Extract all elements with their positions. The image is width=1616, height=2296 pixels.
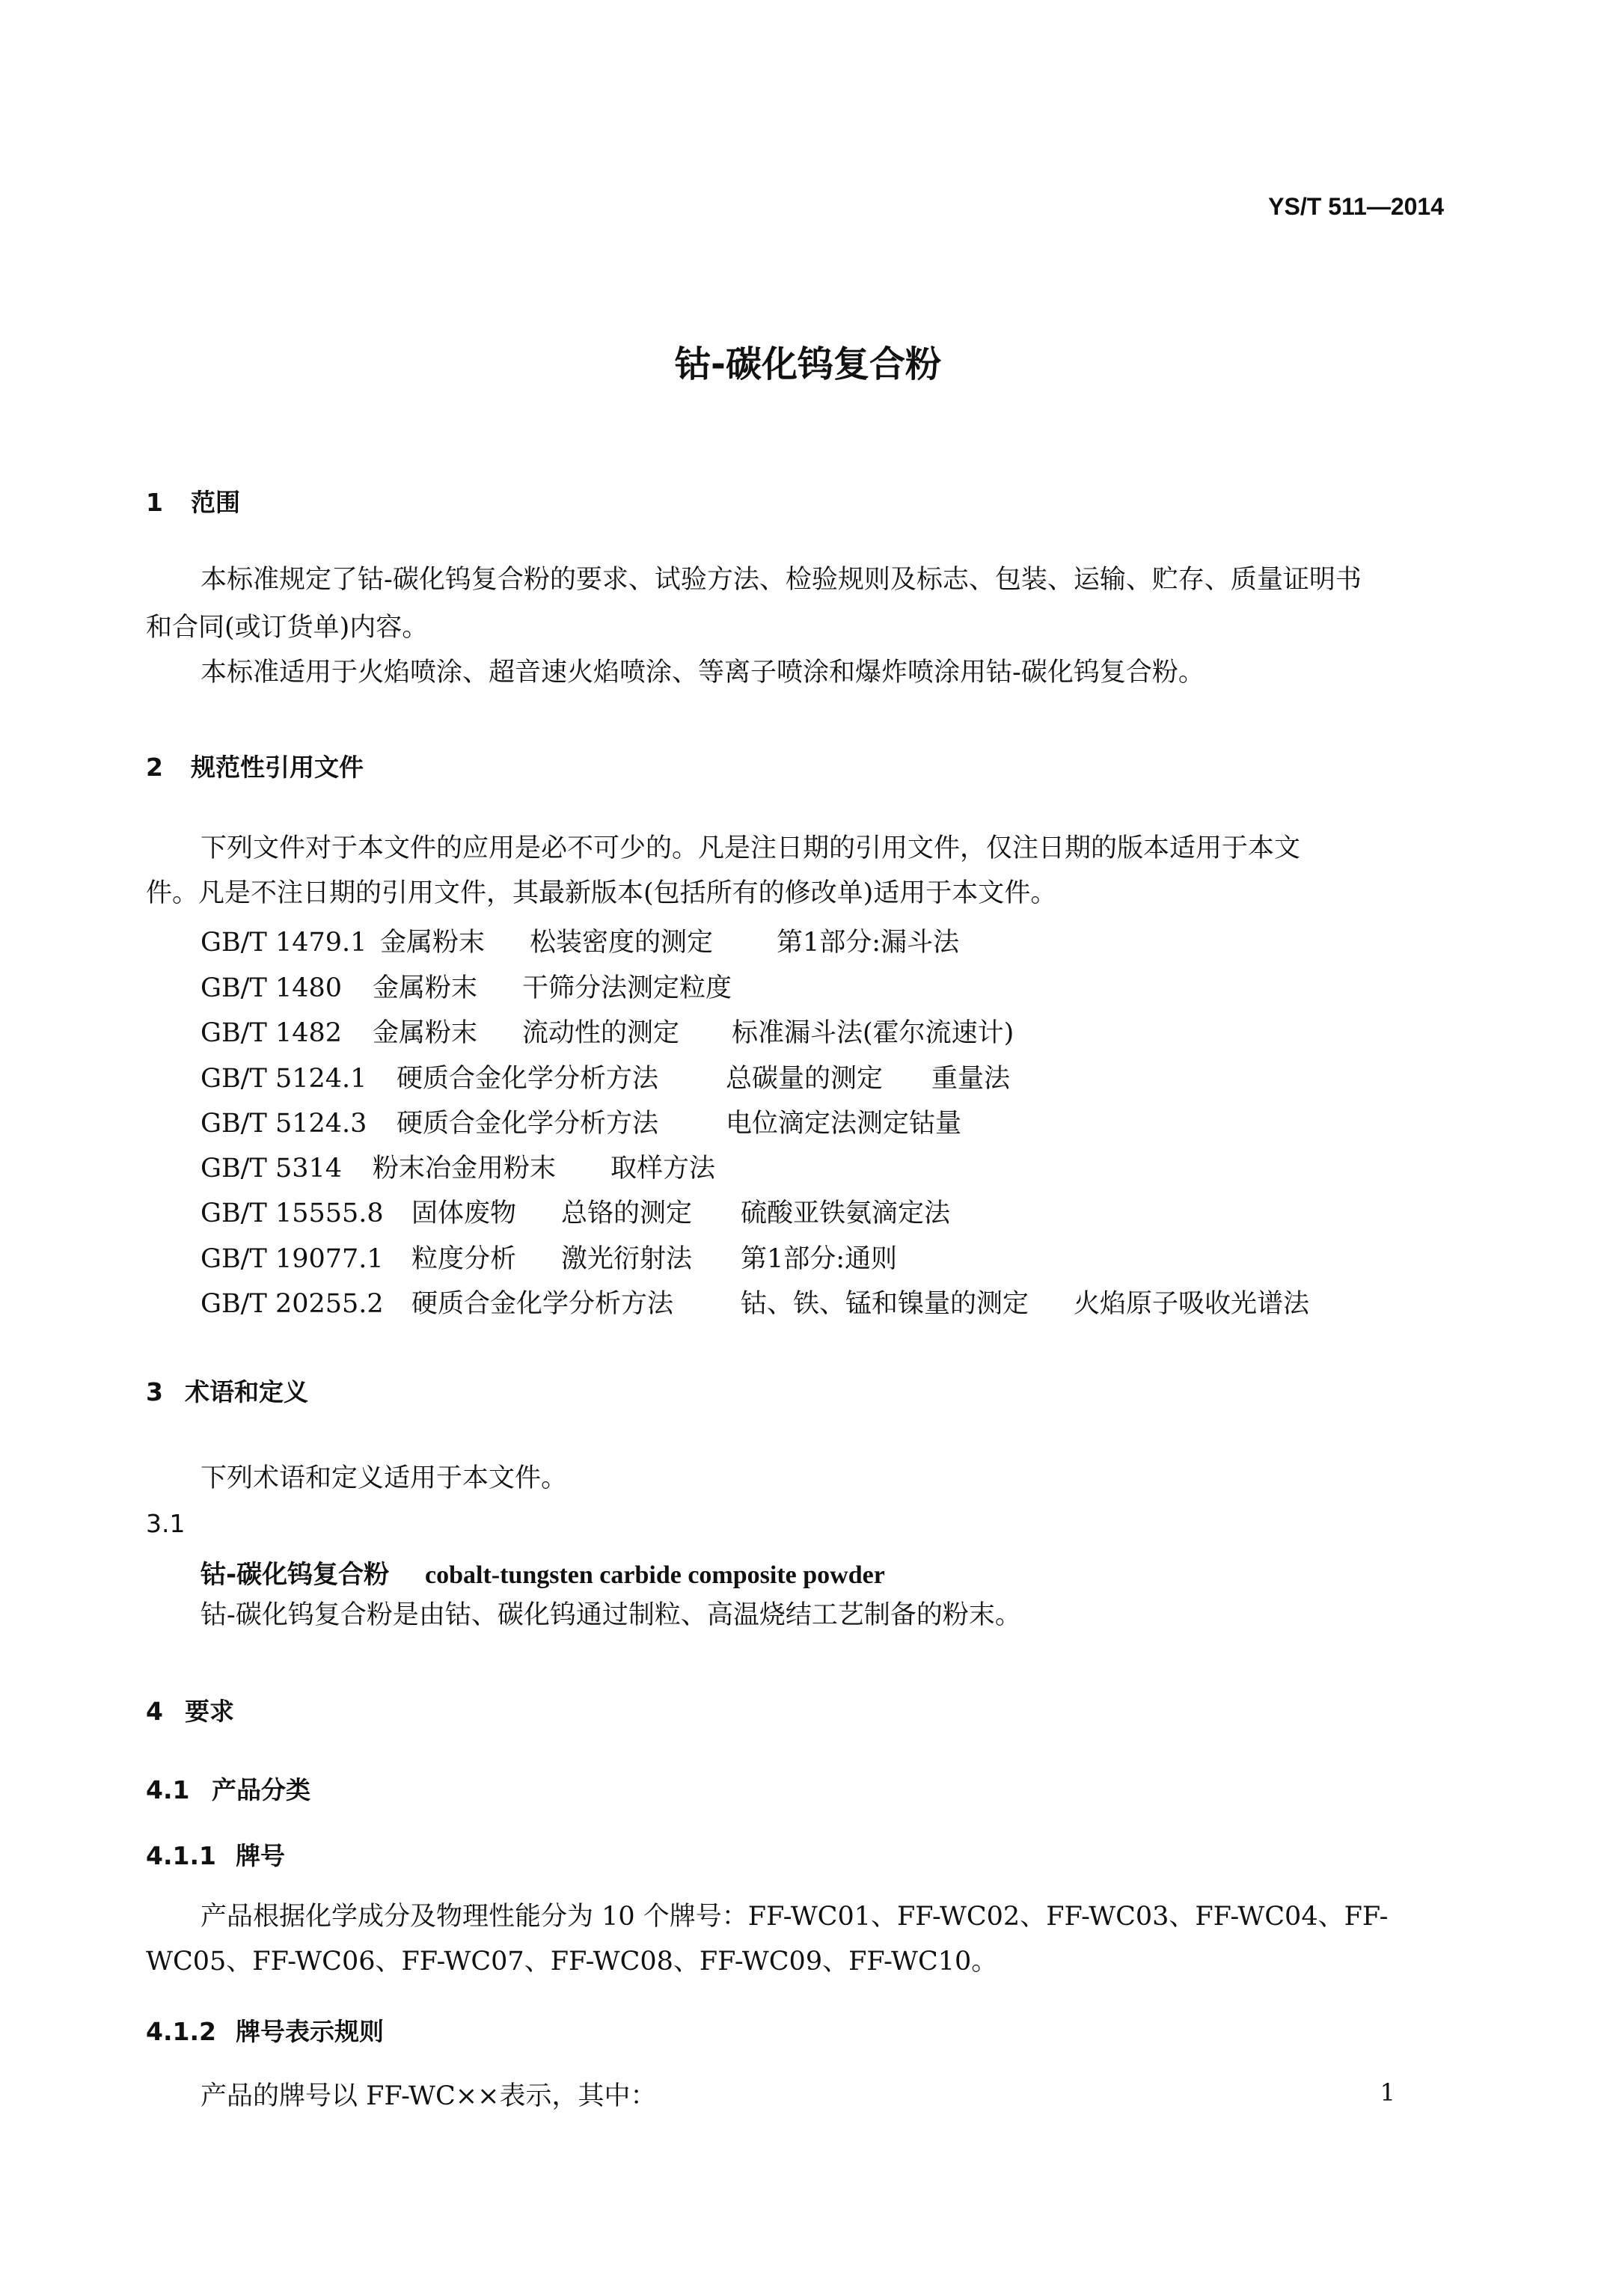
reference-part: 硫酸亚铁氨滴定法 [741,1198,951,1228]
reference-part: 激光衍射法 [561,1244,693,1274]
reference-part: 钴、铁、锰和镍量的测定 [741,1289,1029,1319]
section-number: 2 [146,753,163,782]
reference-part: 粒度分析 [411,1244,517,1274]
reference-part: 金属粉末 [373,973,478,1003]
reference-part: 第1部分:漏斗法 [777,928,960,958]
reference-part: 重量法 [931,1064,1011,1094]
section-number: 4 [146,1697,163,1726]
reference-part: 干筛分法测定粒度 [522,973,732,1003]
reference-part: 取样方法 [610,1154,716,1184]
reference-code: GB/T 5314 [201,1154,343,1184]
reference-part: 粉末冶金用粉末 [373,1154,557,1184]
subsection-3-1-number: 3.1 [146,1509,186,1538]
reference-part: 硬质合金化学分析方法 [411,1289,674,1319]
section-title: 要求 [185,1697,234,1726]
reference-item [201,1238,897,1276]
section-1-heading [146,483,240,518]
section-3-heading [146,1373,308,1408]
section-3-paragraph-1: 下列术语和定义适用于本文件。 [201,1463,568,1493]
section-2-heading [146,748,364,783]
section-title: 范围 [191,488,240,517]
reference-code: GB/T 19077.1 [201,1244,384,1274]
term-definition: 钴-碳化钨复合粉是由钴、碳化钨通过制粒、高温烧结工艺制备的粉末。 [201,1600,1021,1630]
section-title: 术语和定义 [185,1377,308,1406]
section-title: 产品分类 [212,1775,310,1804]
reference-code: GB/T 1479.1 [201,928,367,958]
reference-code: GB/T 1482 [201,1018,343,1048]
reference-item [201,1193,950,1230]
section-number: 4.1.2 [146,2017,216,2046]
reference-item [201,1283,1309,1320]
section-4-1-1-paragraph-b: WC05、FF-WC06、FF-WC07、FF-WC08、FF-WC09、FF-WC10。 [146,1947,998,1977]
document-title: 钴-碳化钨复合粉 [675,343,941,385]
reference-item [201,922,959,959]
section-title: 规范性引用文件 [191,753,364,782]
section-4-1-1-heading [146,1837,285,1872]
term-entry [201,1554,885,1591]
reference-part: 第1部分:通则 [741,1244,898,1274]
reference-code: GB/T 1480 [201,973,343,1003]
reference-part: 标准漏斗法(霍尔流速计) [732,1018,1014,1048]
reference-part: 总铬的测定 [561,1198,693,1228]
reference-item [201,967,732,1005]
section-number: 3 [146,1377,163,1406]
page-number: 1 [1380,2078,1395,2107]
reference-part: 火焰原子吸收光谱法 [1074,1289,1310,1319]
reference-part: 硬质合金化学分析方法 [397,1064,659,1094]
section-4-heading [146,1692,234,1727]
section-2-paragraph-1b: 件。凡是不注日期的引用文件，其最新版本(包括所有的修改单)适用于本文件。 [146,878,1057,908]
reference-item [201,1148,715,1185]
reference-part: 硬质合金化学分析方法 [397,1109,659,1139]
section-1-paragraph-2: 本标准适用于火焰喷涂、超音速火焰喷涂、等离子喷涂和爆炸喷涂用钴-碳化钨复合粉。 [201,658,1205,688]
reference-code: GB/T 20255.2 [201,1289,384,1319]
reference-item [201,1058,1010,1095]
reference-part: 流动性的测定 [522,1018,680,1048]
section-number: 4.1 [146,1775,190,1804]
section-1-paragraph-1a: 本标准规定了钴-碳化钨复合粉的要求、试验方法、检验规则及标志、包装、运输、贮存、质量证明书 [201,565,1362,595]
reference-code: GB/T 15555.8 [201,1198,384,1228]
section-title: 牌号表示规则 [236,2017,384,2046]
standard-number: YS/T 511—2014 [1268,193,1444,220]
term-english: cobalt-tungsten carbide composite powder [425,1561,885,1589]
term-chinese: 钴-碳化钨复合粉 [201,1560,390,1590]
reference-part: 松装密度的测定 [530,928,714,958]
section-1-paragraph-1b: 和合同(或订货单)内容。 [146,613,429,643]
section-number: 1 [146,488,163,517]
section-number: 4.1.1 [146,1841,216,1870]
reference-part: 金属粉末 [373,1018,478,1048]
reference-code: GB/T 5124.3 [201,1109,367,1139]
section-4-1-2-heading [146,2012,384,2048]
section-4-1-1-paragraph-a: 产品根据化学成分及物理性能分为 10 个牌号：FF-WC01、FF-WC02、FF-WC03、FF-WC04、FF- [201,1902,1389,1932]
reference-code: GB/T 5124.1 [201,1064,367,1094]
section-title: 牌号 [236,1841,285,1870]
reference-part: 固体废物 [411,1198,517,1228]
section-4-1-2-paragraph: 产品的牌号以 FF-WC××表示，其中： [201,2081,657,2111]
section-2-paragraph-1a: 下列文件对于本文件的应用是必不可少的。凡是注日期的引用文件，仅注日期的版本适用于本文 [201,833,1301,863]
section-4-1-heading [146,1771,310,1806]
reference-part: 金属粉末 [380,928,486,958]
reference-part: 电位滴定法测定钴量 [726,1109,962,1139]
reference-item [201,1103,961,1140]
reference-item [201,1012,1014,1050]
reference-part: 总碳量的测定 [726,1064,884,1094]
